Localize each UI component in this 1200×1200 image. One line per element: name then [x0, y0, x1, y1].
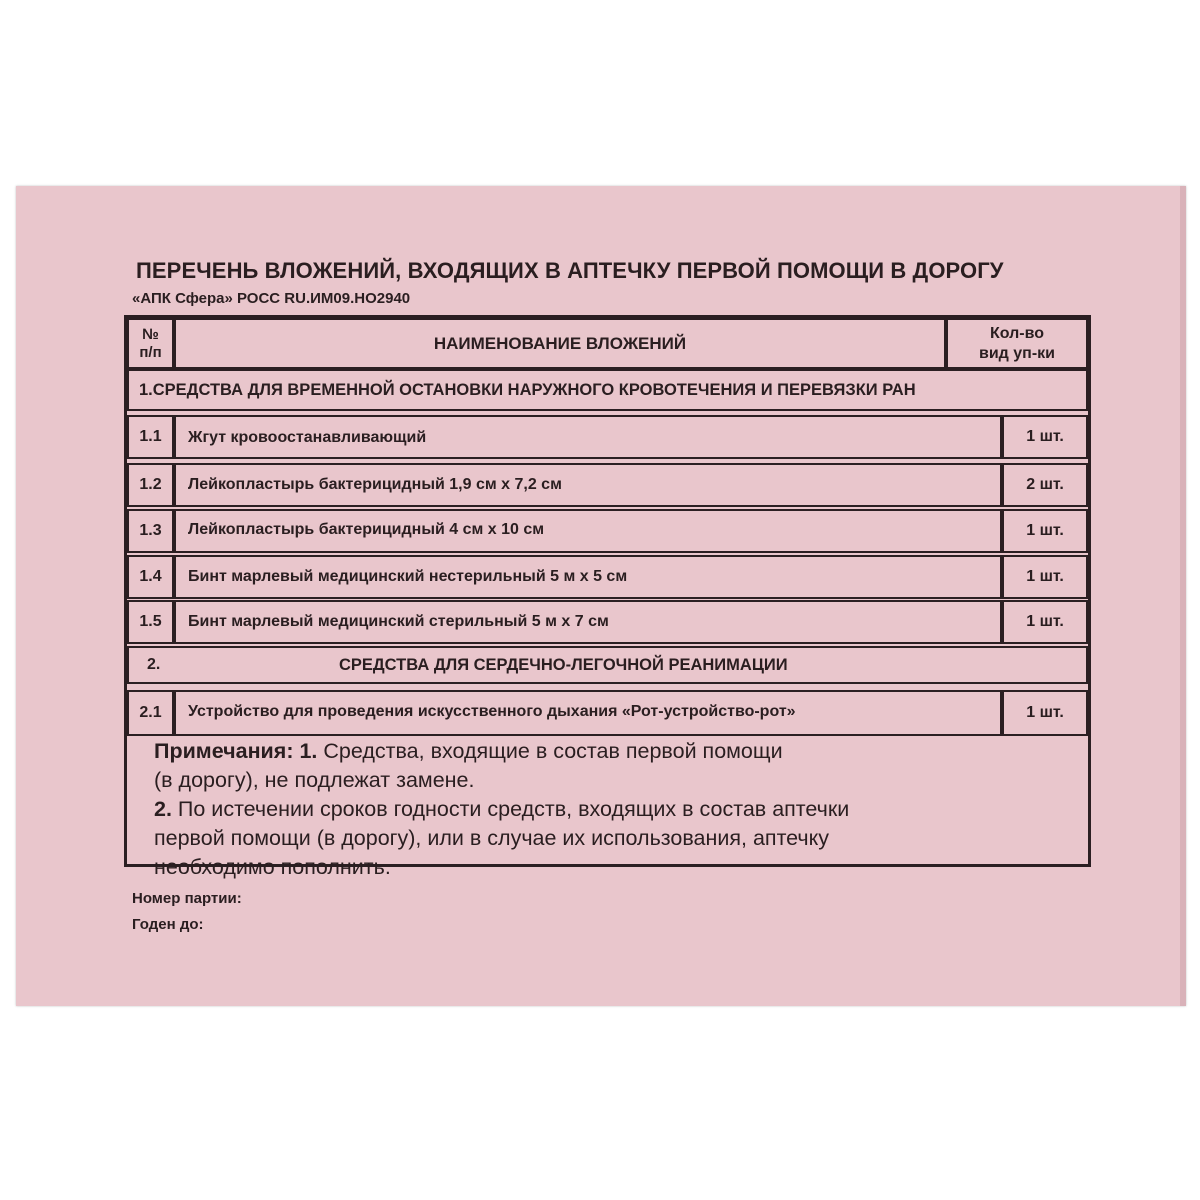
header-num-cell: [127, 318, 174, 369]
section-2-title: СРЕДСТВА ДЛЯ СЕРДЕЧНО-ЛЕГОЧНОЙ РЕАНИМАЦИИ: [339, 655, 788, 674]
row-name: Лейкопластырь бактерицидный 1,9 см х 7,2 см: [188, 476, 562, 493]
row-num-cell: [127, 690, 174, 736]
row-name: Бинт марлевый медицинский нестерильный 5 м х 5 см: [188, 568, 628, 585]
row-qty-cell: [1002, 690, 1088, 736]
row-name-cell: [174, 600, 1002, 644]
row-name: Устройство для проведения искусственного дыхания «Рот-устройство-рот»: [188, 703, 796, 720]
note-2-line2: первой помощи (в дорогу), или в случае их использования, аптечку: [154, 826, 830, 850]
note-1-number: 1.: [299, 739, 318, 763]
row-name-cell: [174, 463, 1002, 507]
row-name-cell: [174, 509, 1002, 553]
header-num-line2: п/п: [139, 343, 162, 361]
notes-block: [154, 737, 849, 882]
row-qty-cell: [1002, 555, 1088, 599]
row-num: 1.2: [139, 476, 162, 493]
note-1-text: Средства, входящие в состав первой помощи: [323, 739, 783, 763]
row-num-cell: [127, 555, 174, 599]
certificate-line: «АПК Сфера» РОСС RU.ИМ09.НО2940: [132, 290, 411, 307]
header-qty-line2: вид уп-ки: [978, 344, 1055, 362]
row-qty: 1 шт.: [1026, 613, 1064, 630]
row-qty: 1 шт.: [1026, 704, 1064, 721]
row-num-cell: [127, 415, 174, 459]
row-qty-cell: [1002, 600, 1088, 644]
card-edge: [1180, 186, 1186, 1006]
row-name: Бинт марлевый медицинский стерильный 5 м х 7 см: [188, 613, 609, 630]
row-name-cell: [174, 690, 1002, 736]
expiry-date-label: Годен до:: [132, 916, 204, 933]
batch-number-label: Номер партии:: [132, 890, 242, 907]
row-qty: 1 шт.: [1026, 428, 1064, 445]
section-2-header: [127, 646, 1088, 684]
row-qty: 2 шт.: [1026, 476, 1064, 493]
section-1-header: [127, 369, 1088, 411]
row-qty: 1 шт.: [1026, 522, 1064, 539]
notes-label: Примечания:: [154, 739, 294, 763]
header-num-line1: №: [142, 325, 159, 343]
header-name-cell: [174, 318, 946, 369]
document-title: ПЕРЕЧЕНЬ ВЛОЖЕНИЙ, ВХОДЯЩИХ В АПТЕЧКУ ПЕРВОЙ ПОМОЩИ В ДОРОГУ: [136, 258, 1004, 283]
header-name: НАИМЕНОВАНИЕ ВЛОЖЕНИЙ: [433, 333, 687, 353]
header-qty-cell: [946, 318, 1088, 369]
section-2-num: 2.: [147, 656, 161, 673]
note-2-line3: необходимо пополнить.: [154, 855, 391, 879]
row-num: 2.1: [139, 704, 162, 721]
row-num: 1.3: [139, 522, 162, 539]
header-qty-line1: Кол-во: [989, 324, 1045, 342]
row-num: 1.1: [139, 428, 162, 445]
row-name-cell: [174, 555, 1002, 599]
row-num-cell: [127, 463, 174, 507]
row-name: Лейкопластырь бактерицидный 4 см х 10 см: [188, 521, 545, 538]
row-num-cell: [127, 600, 174, 644]
row-num-cell: [127, 509, 174, 553]
row-qty-cell: [1002, 509, 1088, 553]
row-num: 1.5: [139, 613, 162, 630]
note-1-line1: [154, 737, 849, 766]
row-qty-cell: [1002, 415, 1088, 459]
row-num: 1.4: [139, 568, 162, 585]
row-qty-cell: [1002, 463, 1088, 507]
row-name: Жгут кровоостанавливающий: [188, 429, 427, 446]
note-2-number: 2.: [154, 797, 172, 821]
note-2-line1: [154, 795, 849, 824]
note-2-text: По истечении сроков годности средств, входящих в состав аптечки: [177, 797, 850, 821]
section-1-title: 1.СРЕДСТВА ДЛЯ ВРЕМЕННОЙ ОСТАНОВКИ НАРУЖНОГО КРОВОТЕЧЕНИЯ И ПЕРЕВЯЗКИ РАН: [139, 380, 916, 399]
row-name-cell: [174, 415, 1002, 459]
row-qty: 1 шт.: [1026, 568, 1064, 585]
note-1-line2: (в дорогу), не подлежат замене.: [154, 768, 475, 792]
